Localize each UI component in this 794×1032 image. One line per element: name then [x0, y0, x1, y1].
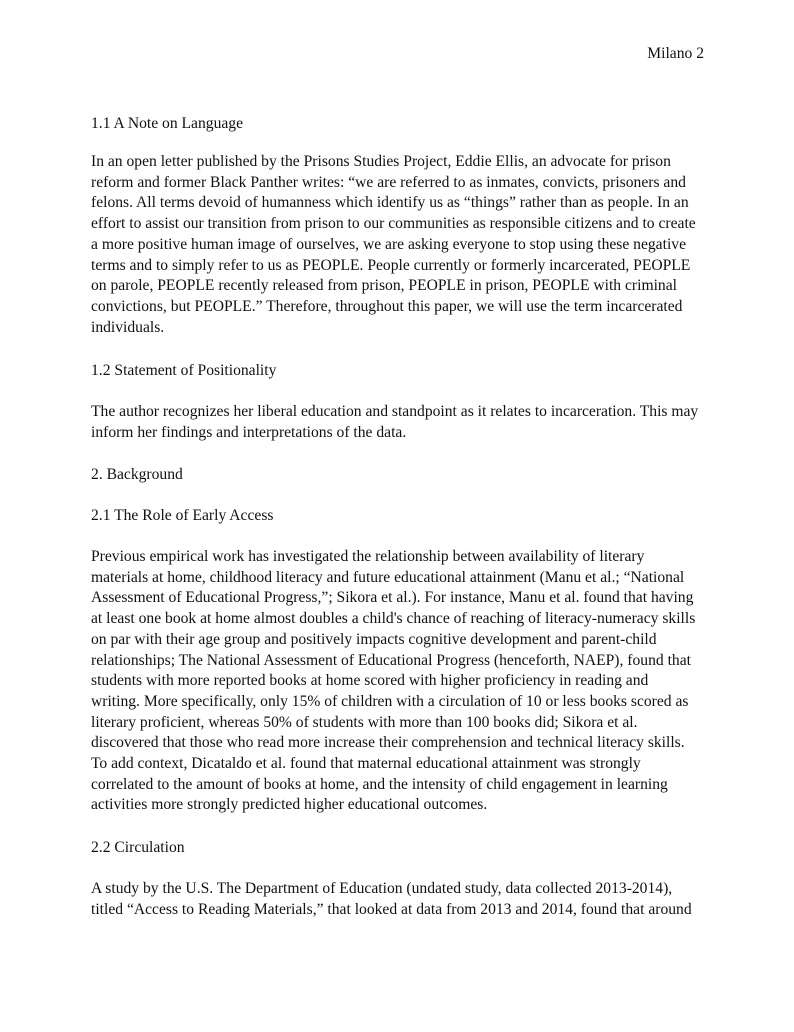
- text-line: terms and to simply refer to us as PEOPLE. People currently or formerly incarcerated, PEOPLE: [91, 256, 691, 274]
- section-heading: 2.1 The Role of Early Access: [91, 507, 274, 524]
- text-line: literary proficient, whereas 50% of students with more than 100 books did; Sikora et al.: [91, 713, 638, 731]
- text-line: titled “Access to Reading Materials,” that looked at data from 2013 and 2014, found that around: [91, 900, 692, 918]
- section-heading: 2.2 Circulation: [91, 839, 185, 856]
- text-line: A study by the U.S. The Department of Education (undated study, data collected 2013-2014),: [91, 880, 673, 897]
- section-heading: 1.1 A Note on Language: [91, 115, 244, 132]
- text-line: felons. All terms devoid of humanness which identify us as “things” rather than as people. In an: [91, 194, 689, 212]
- text-line: students with more reported books at home scored with higher proficiency in reading and: [91, 672, 649, 690]
- text-line: inform her findings and interpretations of the data.: [91, 423, 407, 441]
- text-line: reform and former Black Panther writes: “we are referred to as inmates, convicts, prisoners and: [91, 173, 686, 191]
- text-line: relationships; The National Assessment of Educational Progress (henceforth, NAEP), found that: [91, 651, 691, 669]
- text-line: In an open letter published by the Prisons Studies Project, Eddie Ellis, an advocate for prison: [91, 153, 671, 170]
- text-line: The author recognizes her liberal education and standpoint as it relates to incarceration. This may: [91, 403, 699, 420]
- section-heading: 2. Background: [91, 466, 183, 483]
- paragraph: [91, 547, 695, 816]
- text-line: on par with their age group and positively impacts cognitive development and parent-child: [91, 630, 657, 648]
- section-heading: 1.2 Statement of Positionality: [91, 362, 277, 379]
- paragraph: [91, 879, 692, 920]
- paragraph: [91, 402, 698, 443]
- text-line: discovered that those who read more increase their comprehension and technical literacy skills.: [91, 734, 685, 752]
- text-line: a more positive human image of ourselves, we are asking everyone to stop using these negative: [91, 235, 686, 253]
- paragraph: [91, 152, 696, 338]
- text-line: materials at home, childhood literacy and future educational attainment (Manu et al.; “National: [91, 568, 685, 586]
- text-line: individuals.: [91, 318, 165, 336]
- text-line: Previous empirical work has investigated the relationship between availability of literary: [91, 548, 645, 565]
- page-header: Milano 2: [647, 45, 704, 62]
- text-line: writing. More specifically, only 15% of children with a circulation of 10 or less books scored as: [91, 692, 689, 710]
- text-line: effort to assist our transition from prison to our communities as responsible citizens and to create: [91, 215, 696, 233]
- text-line: To add context, Dicataldo et al. found that maternal educational attainment was strongly: [91, 755, 641, 773]
- text-line: activities more strongly predicted higher educational outcomes.: [91, 796, 488, 814]
- text-line: convictions, but PEOPLE.” Therefore, throughout this paper, we will use the term incarcerated: [91, 297, 683, 315]
- text-line: on parole, PEOPLE recently released from prison, PEOPLE in prison, PEOPLE with criminal: [91, 277, 677, 295]
- text-line: at least one book at home almost doubles a child's chance of reaching of literacy-numeracy skills: [91, 610, 696, 628]
- text-line: Assessment of Educational Progress,”; Sikora et al.). For instance, Manu et al. found that having: [91, 589, 694, 607]
- text-line: correlated to the amount of books at home, and the intensity of child engagement in learning: [91, 775, 668, 793]
